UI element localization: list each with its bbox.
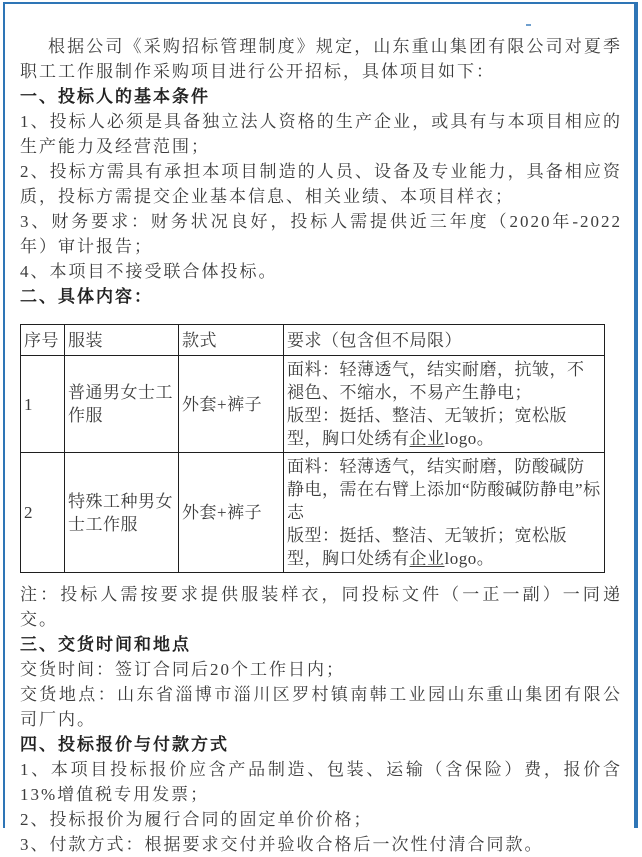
- col-header-clothing: 服装: [65, 325, 179, 356]
- requirement-cut-tail: logo。: [444, 549, 495, 568]
- col-header-index: 序号: [21, 325, 65, 356]
- cell-style: 外套+裤子: [179, 453, 284, 573]
- section-3-heading: 三、交货时间和地点: [20, 635, 191, 654]
- table-row: [21, 453, 605, 573]
- cell-requirements: [284, 453, 605, 573]
- section-4-item: 1、本项目投标报价应含产品制造、包装、运输（含保险）费，报价含13%增值税专用发票；: [20, 760, 622, 804]
- cell-clothing: 普通男女士工作服: [65, 356, 179, 453]
- table-row: [21, 356, 605, 453]
- col-header-requirements: 要求（包含但不局限）: [284, 325, 605, 356]
- cell-index: 1: [21, 356, 65, 453]
- requirement-cut: [287, 524, 601, 570]
- clothing-spec-table: [20, 324, 605, 573]
- section-1-heading: 一、投标人的基本条件: [20, 87, 210, 106]
- cell-requirements: [284, 356, 605, 453]
- section-1-item: 3、财务要求：财务状况良好，投标人需提供近三年度（2020年-2022年）审计报告；: [20, 212, 622, 256]
- section-4-item: 3、付款方式：根据要求交付并验收合格后一次性付清合同款。: [20, 835, 544, 854]
- table-note: 注：投标人需按要求提供服装样衣，同投标文件（一正一副）一同递交。: [20, 585, 622, 629]
- section-2-heading: 二、具体内容：: [20, 287, 153, 306]
- section-4-heading: 四、投标报价与付款方式: [20, 735, 229, 754]
- section-3-item: 交货地点：山东省淄博市淄川区罗村镇南韩工业园山东重山集团有限公司厂内。: [20, 685, 622, 729]
- cell-style: 外套+裤子: [179, 356, 284, 453]
- section-4-item: 2、投标报价为履行合同的固定单价价格；: [20, 810, 373, 829]
- cell-index: 2: [21, 453, 65, 573]
- intro-paragraph: 根据公司《采购招标管理制度》规定，山东重山集团有限公司对夏季职工工作服制作采购项目进行公开招标，具体项目如下：: [20, 37, 622, 81]
- requirement-cut-text: 版型：挺括、整洁、无皱折；宽松版型，胸口处绣有: [287, 406, 567, 448]
- cell-clothing: 特殊工种男女士工作服: [65, 453, 179, 573]
- col-header-style: 款式: [179, 325, 284, 356]
- document-body: [5, 4, 634, 857]
- section-1-item: 1、投标人必须是具备独立法人资格的生产企业，或具有与本项目相应的生产能力及经营范围；: [20, 112, 622, 156]
- requirement-fabric: 面料：轻薄透气，结实耐磨，抗皱，不褪色、不缩水，不易产生静电；: [287, 360, 585, 402]
- requirement-cut-text: 版型：挺括、整洁、无皱折；宽松版型，胸口处绣有: [287, 526, 567, 568]
- requirement-fabric: 面料：轻薄透气，结实耐磨，防酸碱防静电，需在右臂上添加“防酸碱防静电”标志: [287, 457, 601, 522]
- section-3-item: 交货时间：签订合同后20个工作日内；: [20, 660, 345, 679]
- requirement-cut-underlined: 企业: [409, 549, 445, 568]
- requirement-cut-underlined: 企业: [409, 429, 445, 448]
- requirement-cut: [287, 404, 601, 450]
- table-header-row: [21, 325, 605, 356]
- section-1-item: 2、投标方需具有承担本项目制造的人员、设备及专业能力，具备相应资质，投标方需提交企业基本信息、相关业绩、本项目样衣；: [20, 162, 622, 206]
- section-1-item: 4、本项目不接受联合体投标。: [20, 262, 278, 281]
- requirement-cut-tail: logo。: [444, 429, 495, 448]
